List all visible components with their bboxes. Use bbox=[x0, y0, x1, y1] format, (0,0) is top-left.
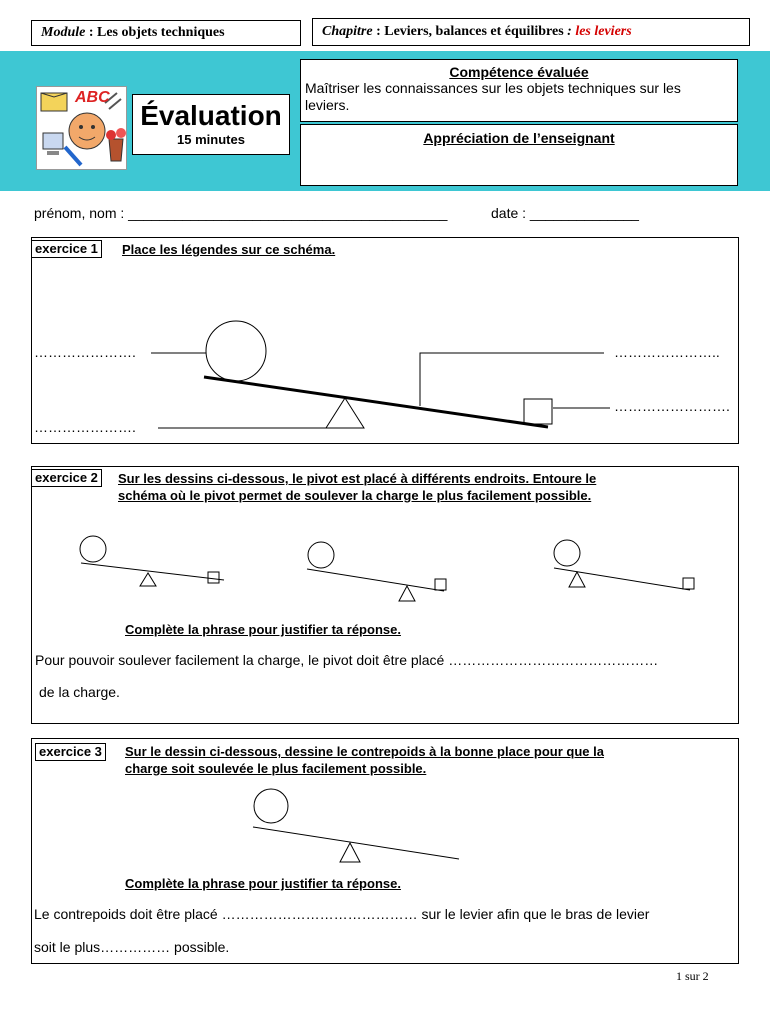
exercise3-instruction-line2: charge soit soulevée le plus facilement possible. bbox=[125, 761, 427, 776]
exercise3-sentence-part1: Le contrepoids doit être placé …………………………………… sur le levier afin que le bras de levier bbox=[34, 906, 650, 922]
competence-title: Compétence évaluée bbox=[449, 64, 589, 80]
ex3-pivot-triangle bbox=[340, 843, 360, 862]
exercise2-sentence-part1: Pour pouvoir soulever facilement la charge, le pivot doit être placé ……………………………………… bbox=[35, 652, 659, 668]
exercise3-subinstruction: Complète la phrase pour justifier ta réponse. bbox=[125, 876, 401, 891]
chapter-highlight: les leviers bbox=[575, 24, 632, 39]
chapter-label: Chapitre bbox=[322, 24, 373, 39]
exercise3-instruction-line1: Sur le dessin ci-dessous, dessine le contrepoids à la bonne place pour que la bbox=[125, 744, 604, 759]
module-label: Module bbox=[41, 25, 86, 40]
exercise2-subinstruction: Complète la phrase pour justifier ta réponse. bbox=[125, 622, 401, 637]
competence-text: Maîtriser les connaissances sur les objets techniques sur les leviers. bbox=[305, 80, 681, 113]
page-number: 1 sur 2 bbox=[676, 969, 709, 983]
chapter-sep: : bbox=[567, 24, 576, 39]
ex3-load-circle bbox=[254, 789, 288, 823]
evaluation-title: Évaluation bbox=[140, 100, 282, 131]
exercise2-label: exercice 2 bbox=[31, 469, 102, 487]
exercise3-sentence-part2: soit le plus…………… possible. bbox=[34, 939, 230, 955]
chapter-value: : Leviers, balances et équilibres bbox=[372, 24, 568, 39]
date-blank[interactable]: ______________ bbox=[529, 205, 639, 221]
ex1-blank-right-bottom[interactable]: ……………………. bbox=[614, 398, 730, 414]
exercise2-instruction-line1: Sur les dessins ci-dessous, le pivot est placé à différents endroits. Entoure le bbox=[118, 471, 597, 486]
logo-abc: ABC bbox=[75, 89, 110, 106]
evaluation-duration: 15 minutes bbox=[177, 132, 245, 147]
date-label: date : bbox=[491, 205, 530, 221]
appreciation-title: Appréciation de l’enseignant bbox=[423, 130, 615, 146]
exercise3-label: exercice 3 bbox=[35, 743, 106, 761]
ex1-blank-left-top[interactable]: …………………. bbox=[34, 344, 136, 360]
exercise2-instruction-line2: schéma où le pivot permet de soulever la charge le plus facilement possible. bbox=[118, 488, 592, 503]
module-value: : Les objets techniques bbox=[85, 25, 225, 40]
exercise2-sentence-part2: de la charge. bbox=[39, 684, 120, 700]
name-label: prénom, nom : bbox=[34, 205, 129, 221]
name-blank[interactable]: _________________________________________ bbox=[128, 205, 448, 221]
ex1-blank-left-bottom[interactable]: …………………. bbox=[34, 419, 136, 435]
ex1-blank-right-top[interactable]: ………………….. bbox=[614, 344, 720, 360]
exercise1-instruction: Place les légendes sur ce schéma. bbox=[122, 242, 336, 257]
exercise1-label: exercice 1 bbox=[31, 240, 102, 258]
